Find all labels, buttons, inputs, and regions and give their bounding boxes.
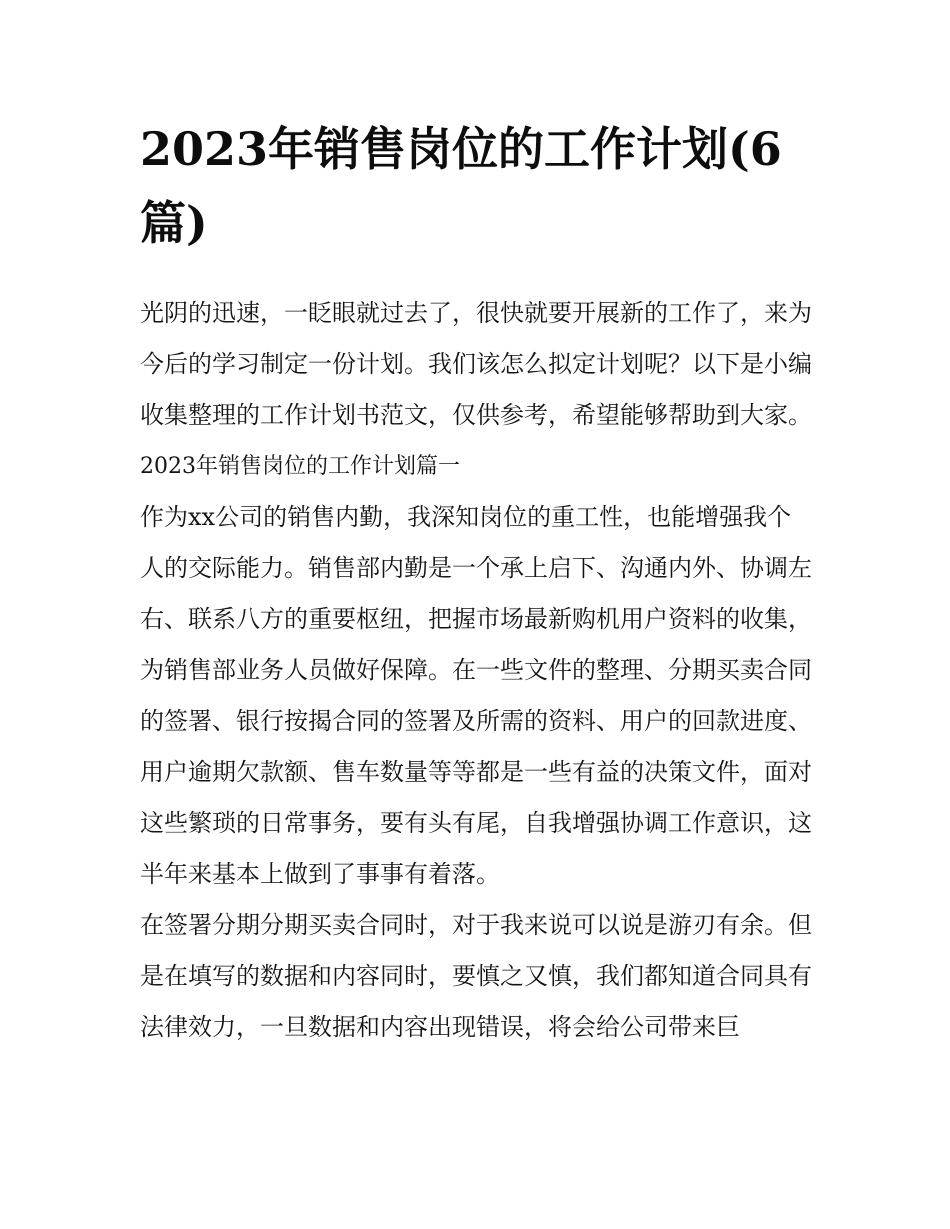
section-heading: 2023年销售岗位的工作计划篇一 (140, 454, 460, 479)
body-paragraph-2: 在签署分期分期买卖合同时，对于我来说可以说是游刃有余。但是在填写的数据和内容同时，要慎之又慎，我们都知道合同具有法律效力，一旦数据和内容出现错误，将会给公司带来巨 (140, 911, 812, 1041)
document-title: 2023年销售岗位的工作计划(6篇) (140, 122, 782, 250)
document-body (140, 112, 812, 1053)
body-paragraph-1: 作为xx公司的销售内勤，我深知岗位的重工性，也能增强我个人的交际能力。销售部内勤是一个承上启下、沟通内外、协调左右、联系八方的重要枢纽，把握市场最新购机用户资料的收集，为销售部业务人员做好保障。在一些文件的整理、分期买卖合同的签署、银行按揭合同的签署及所需的资料、用户的回款进度、用户逾期欠款额、售车数量等等都是一些有益的决策文件，面对这些繁琐的日常事务，要有头有尾，自我增强协调工作意识，这半年来基本上做到了事事有着落。 (140, 503, 812, 888)
intro-paragraph: 光阴的迅速，一眨眼就过去了，很快就要开展新的工作了，来为今后的学习制定一份计划。我们该怎么拟定计划呢？以下是小编收集整理的工作计划书范文，仅供参考，希望能够帮助到大家。 (140, 299, 812, 429)
